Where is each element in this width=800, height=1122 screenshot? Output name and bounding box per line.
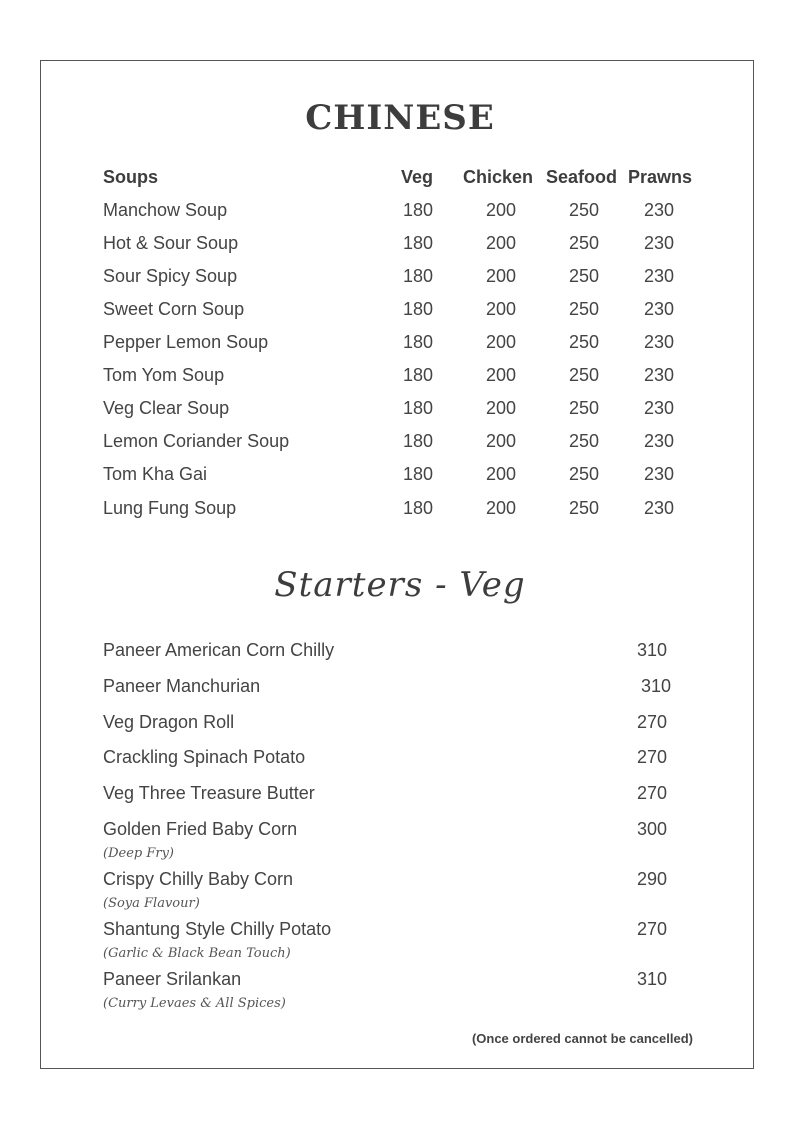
starter-row [0,869,800,891]
chicken-price: 200 [485,365,517,385]
soup-name: Sour Spicy Soup [103,266,238,286]
seafood-price: 250 [568,431,600,451]
soup-name: Manchow Soup [103,200,228,220]
seafood-price: 250 [568,365,600,385]
starter-price: 290 [636,869,668,889]
starter-row [0,712,800,734]
veg-price: 180 [402,332,434,352]
starter-row [0,640,800,662]
veg-price: 180 [402,299,434,319]
soup-name: Tom Yom Soup [103,365,225,385]
soup-row [0,431,800,453]
chicken-price: 200 [485,233,517,253]
soup-row [0,332,800,354]
prawns-price: 230 [643,332,675,352]
seafood-price: 250 [568,233,600,253]
chicken-price: 200 [485,498,517,518]
soup-name: Veg Clear Soup [103,398,230,418]
prawns-price: 230 [643,200,675,220]
chicken-column-header: Chicken [463,167,534,187]
chicken-price: 200 [485,266,517,286]
starter-note: (Deep Fry) [103,846,174,861]
prawns-price: 230 [643,365,675,385]
seafood-price: 250 [568,266,600,286]
section-title-starters: Starters - Veg [274,565,526,605]
prawns-price: 230 [643,498,675,518]
chicken-price: 200 [485,200,517,220]
starter-note: (Curry Levaes & All Spices) [103,996,286,1011]
veg-price: 180 [402,200,434,220]
starter-row [0,919,800,941]
starter-row [0,747,800,769]
starter-price: 310 [640,676,672,696]
seafood-price: 250 [568,398,600,418]
starter-price: 270 [636,712,668,732]
page-title: CHINESE [305,98,495,138]
veg-price: 180 [402,464,434,484]
soup-row [0,299,800,321]
soup-name: Lemon Coriander Soup [103,431,290,451]
veg-price: 180 [402,431,434,451]
starter-name: Veg Dragon Roll [103,712,235,732]
soup-row [0,200,800,222]
soup-row [0,365,800,387]
starter-name: Paneer Manchurian [103,676,261,696]
starter-price: 270 [636,747,668,767]
starter-price: 310 [636,969,668,989]
starter-row [0,819,800,841]
chicken-price: 200 [485,299,517,319]
soup-name: Lung Fung Soup [103,498,237,518]
seafood-column-header: Seafood [546,167,618,187]
cancellation-notice: (Once ordered cannot be cancelled) [471,1031,693,1046]
seafood-price: 250 [568,498,600,518]
starter-name: Veg Three Treasure Butter [103,783,315,803]
starter-price: 270 [636,783,668,803]
starter-price: 300 [636,819,668,839]
soup-name: Sweet Corn Soup [103,299,245,319]
starter-name: Shantung Style Chilly Potato [103,919,332,939]
chicken-price: 200 [485,464,517,484]
prawns-column-header: Prawns [628,167,693,187]
prawns-price: 230 [643,233,675,253]
starter-price: 270 [636,919,668,939]
prawns-price: 230 [643,266,675,286]
prawns-price: 230 [643,398,675,418]
prawns-price: 230 [643,431,675,451]
veg-price: 180 [402,498,434,518]
soup-name: Hot & Sour Soup [103,233,239,253]
soups-heading: Soups [103,167,159,187]
starter-name: Paneer Srilankan [103,969,242,989]
starter-name: Golden Fried Baby Corn [103,819,298,839]
veg-price: 180 [402,398,434,418]
starter-row [0,676,800,698]
prawns-price: 230 [643,464,675,484]
soups-header-row [0,167,800,189]
soup-row [0,233,800,255]
seafood-price: 250 [568,200,600,220]
veg-price: 180 [402,233,434,253]
soup-name: Pepper Lemon Soup [103,332,269,352]
seafood-price: 250 [568,332,600,352]
starter-name: Crispy Chilly Baby Corn [103,869,294,889]
chicken-price: 200 [485,398,517,418]
prawns-price: 230 [643,299,675,319]
seafood-price: 250 [568,299,600,319]
veg-column-header: Veg [401,167,434,187]
soup-row [0,398,800,420]
starter-note: (Soya Flavour) [103,896,200,911]
soup-row [0,464,800,486]
starter-price: 310 [636,640,668,660]
veg-price: 180 [402,266,434,286]
starter-name: Paneer American Corn Chilly [103,640,335,660]
soup-name: Tom Kha Gai [103,464,208,484]
starter-row [0,783,800,805]
soup-row [0,266,800,288]
starter-note: (Garlic & Black Bean Touch) [103,946,291,961]
soup-row [0,498,800,520]
veg-price: 180 [402,365,434,385]
chicken-price: 200 [485,431,517,451]
seafood-price: 250 [568,464,600,484]
starter-row [0,969,800,991]
chicken-price: 200 [485,332,517,352]
starter-name: Crackling Spinach Potato [103,747,306,767]
